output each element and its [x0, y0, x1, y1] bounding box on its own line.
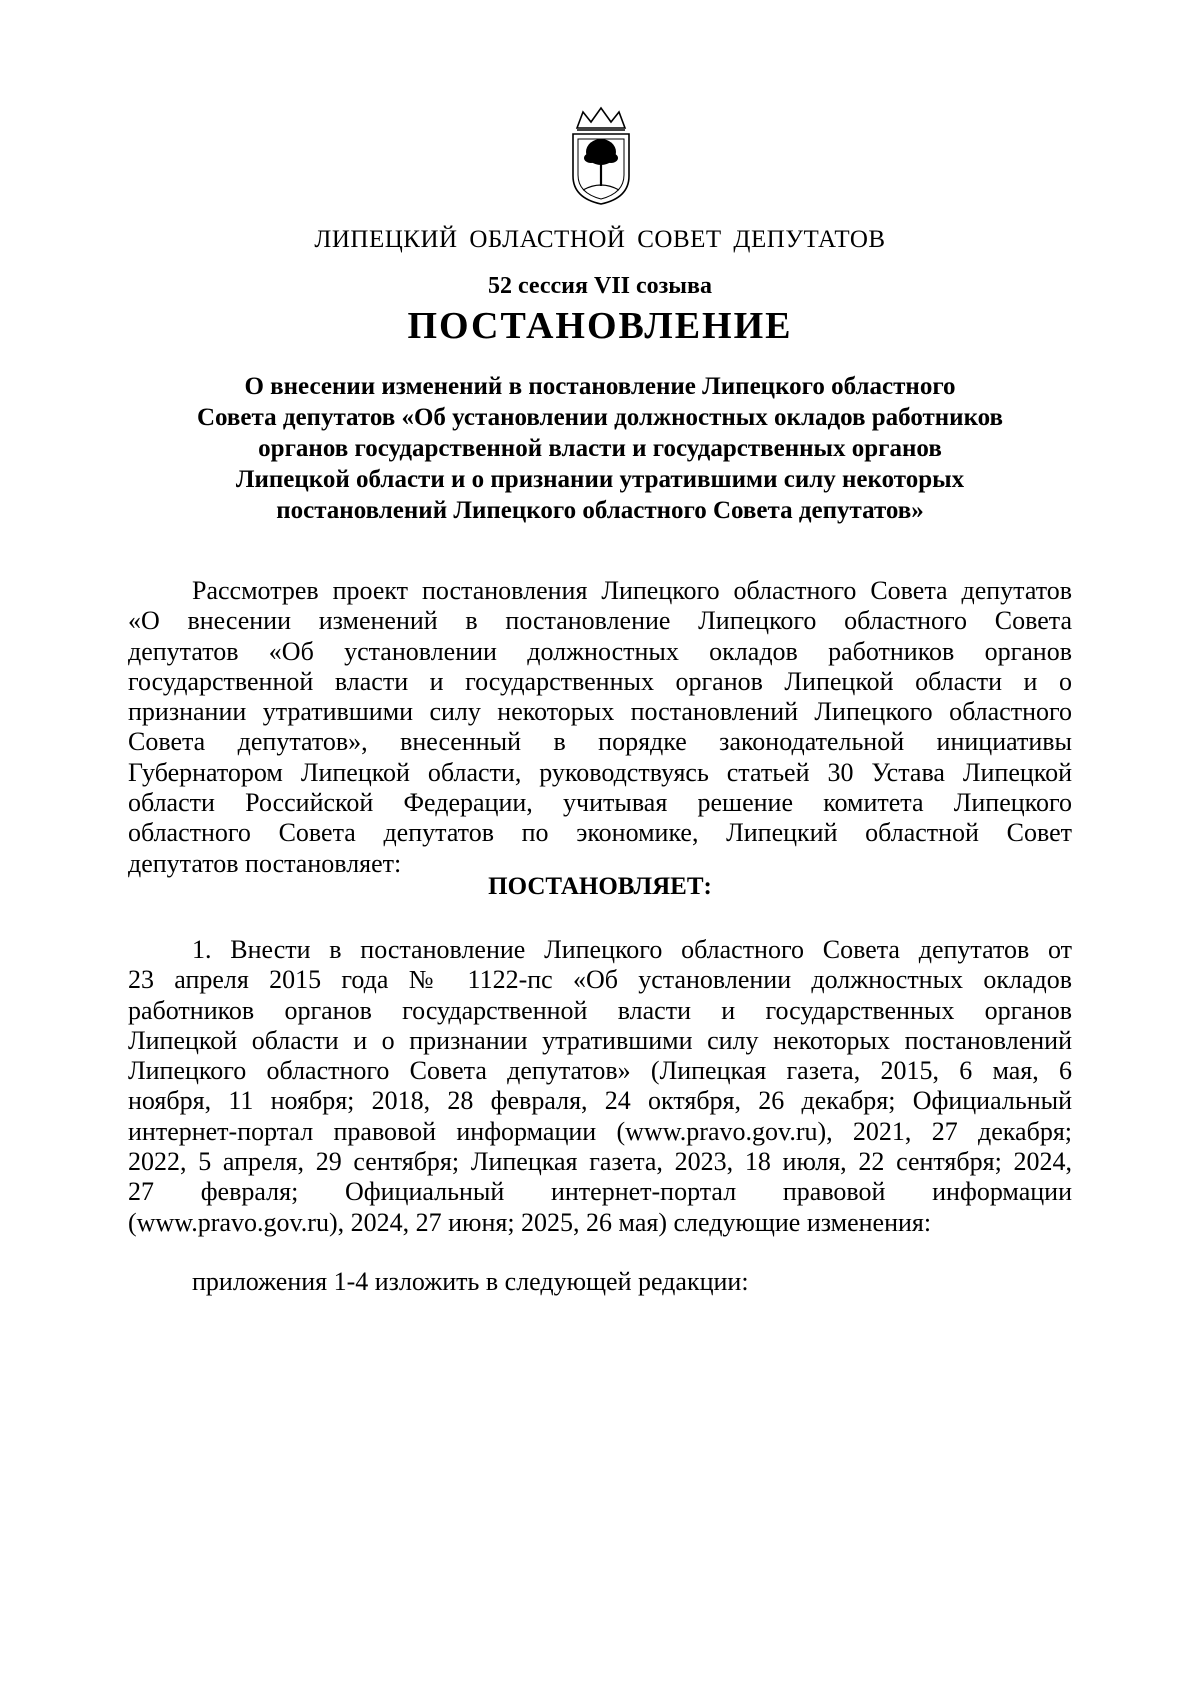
paragraph-line: (www.pravo.gov.ru), 2024, 27 июня; 2025, 26 мая) следующие изменения:	[128, 1207, 932, 1237]
paragraph-line: Губернатором Липецкой области, руководствуясь статьей 30 Устава Липецкой	[128, 757, 1072, 787]
paragraph-line: интернет-портал правовой информации (www.pravo.gov.ru), 2021, 27 декабря;	[128, 1116, 1072, 1146]
coat-of-arms-icon	[563, 106, 639, 206]
paragraph-line: «О внесении изменений в постановление Липецкого областного Совета	[128, 606, 1072, 636]
paragraph-line: признании утратившими силу некоторых постановлений Липецкого областного	[128, 697, 1072, 727]
paragraph-line: 27 февраля; Официальный интернет-портал правовой информации	[128, 1177, 1072, 1207]
paragraph-line: областного Совета депутатов по экономике, Липецкий областной Совет	[128, 818, 1072, 848]
appendix-instruction: приложения 1-4 изложить в следующей редакции:	[192, 1267, 749, 1296]
title-line: Совета депутатов «Об установлении должностных окладов работников	[196, 404, 1004, 431]
paragraph-line: ноября, 11 ноября; 2018, 28 февраля, 24 октября, 26 декабря; Официальный	[128, 1086, 1072, 1116]
title-line: постановлений Липецкого областного Совета депутатов»	[276, 497, 924, 524]
paragraph-line: депутатов постановляет:	[128, 848, 402, 878]
preamble-paragraph	[128, 576, 1072, 879]
paragraph-line: Липецкой области и о признании утратившими силу некоторых постановлений	[128, 1025, 1072, 1055]
item-1-paragraph	[128, 935, 1072, 1238]
paragraph-line: 23 апреля 2015 года № 1122-пс «Об установлении должностных окладов	[128, 965, 1072, 995]
title-line: Липецкой области и о признании утратившими силу некоторых	[235, 466, 965, 493]
paragraph-line: Рассмотрев проект постановления Липецкого областного Совета депутатов	[192, 576, 1072, 605]
session-label: 52 сессия VII созыва	[487, 273, 712, 299]
paragraph-line: работников органов государственной власти и государственных органов	[128, 995, 1072, 1025]
paragraph-line: 1. Внести в постановление Липецкого областного Совета депутатов от	[192, 935, 1072, 964]
paragraph-line: Совета депутатов», внесенный в порядке законодательной инициативы	[128, 727, 1072, 757]
title-line: О внесении изменений в постановление Липецкого областного	[244, 373, 956, 400]
resolves-heading: ПОСТАНОВЛЯЕТ:	[488, 873, 712, 900]
document-title	[148, 371, 1052, 526]
document-type: ПОСТАНОВЛЕНИЕ	[407, 305, 793, 347]
paragraph-line: 2022, 5 апреля, 29 сентября; Липецкая газета, 2023, 18 июля, 22 сентября; 2024,	[128, 1147, 1072, 1177]
paragraph-line: Липецкого областного Совета депутатов» (Липецкая газета, 2015, 6 мая, 6	[128, 1056, 1072, 1086]
title-line: органов государственной власти и государственных органов	[258, 435, 942, 462]
paragraph-line: области Российской Федерации, учитывая решение комитета Липецкого	[128, 788, 1072, 818]
paragraph-line: государственной власти и государственных органов Липецкой области и о	[128, 666, 1072, 696]
council-name: ЛИПЕЦКИЙ ОБЛАСТНОЙ СОВЕТ ДЕПУТАТОВ	[314, 226, 886, 253]
paragraph-line: депутатов «Об установлении должностных окладов работников органов	[128, 636, 1072, 666]
